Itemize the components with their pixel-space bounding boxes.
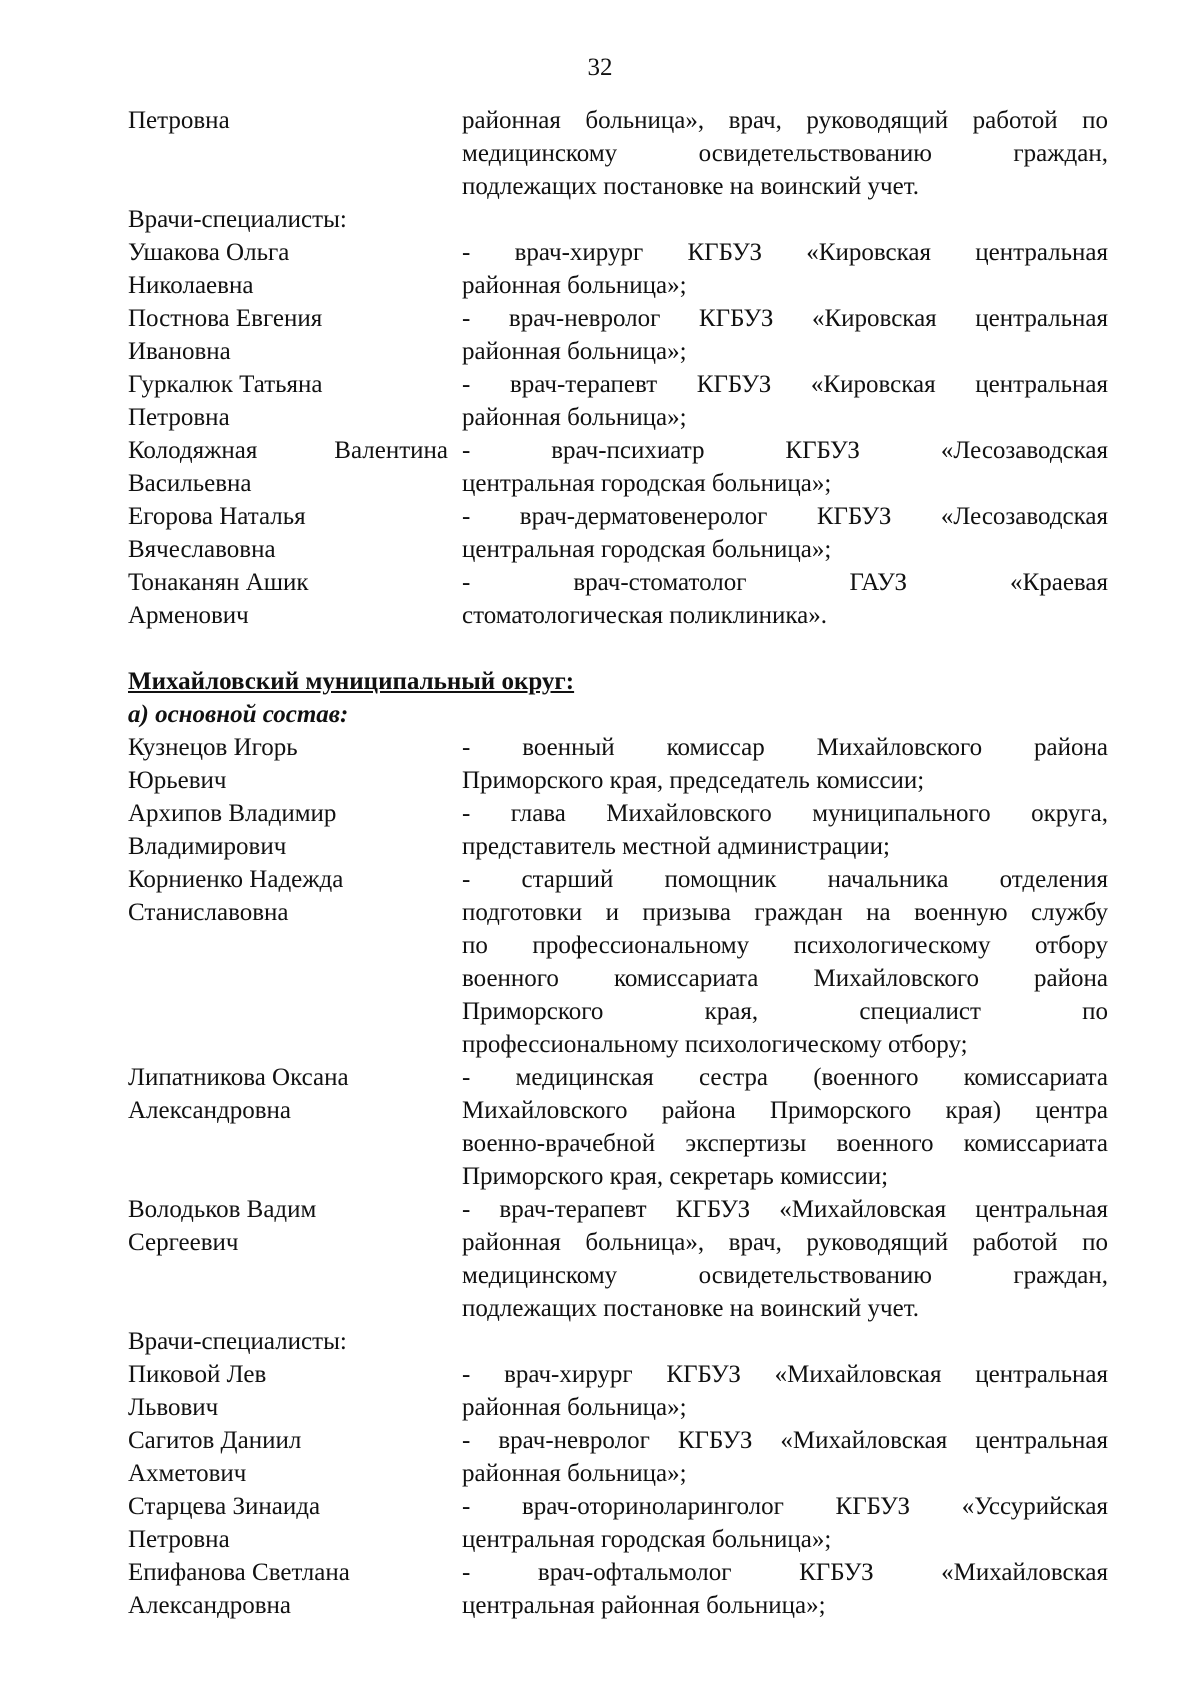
member-role-line: Приморского края, специалист по: [462, 998, 1108, 1025]
member-role-line: районная больница»;: [462, 338, 687, 365]
member-role-line: районная больница»;: [462, 404, 687, 431]
member-role-line: районная больница», врач, руководящий работой по: [462, 1229, 1108, 1256]
member-role-line: - глава Михайловского муниципального округа,: [462, 800, 1108, 827]
member-role: [462, 566, 1108, 632]
member-role: [462, 1424, 1108, 1490]
specialists-list-2: [128, 1358, 1108, 1622]
member-name-line: Корниенко Надежда: [128, 866, 344, 893]
member-entry: [128, 302, 1108, 368]
member-role-line: медицинскому освидетельствованию граждан,: [462, 1262, 1108, 1289]
member-name: [128, 566, 462, 632]
member-name-line: Архипов Владимир: [128, 800, 337, 827]
member-role: [462, 104, 1108, 203]
page-number: 32: [587, 54, 613, 81]
member-entry: [128, 1358, 1108, 1424]
member-name-line: Колодяжная Валентина: [128, 437, 448, 464]
member-name: [128, 434, 462, 500]
member-entry: [128, 500, 1108, 566]
member-role-line: военного комиссариата Михайловского района: [462, 965, 1108, 992]
member-name-line: Петровна: [128, 404, 230, 431]
member-role-line: Приморского края, секретарь комиссии;: [462, 1163, 889, 1190]
member-role: [462, 434, 1108, 500]
member-entry: [128, 797, 1108, 863]
member-role: [462, 797, 1108, 863]
member-role-line: - старший помощник начальника отделения: [462, 866, 1108, 893]
member-role-line: Михайловского района Приморского края) центра: [462, 1097, 1108, 1124]
subsection-title: а) основной состав:: [128, 701, 349, 728]
member-name-line: Сагитов Даниил: [128, 1427, 302, 1454]
member-name-line: Егорова Наталья: [128, 503, 306, 530]
member-role-line: Приморского края, председатель комиссии;: [462, 767, 925, 794]
member-role: [462, 1490, 1108, 1556]
document-body: [128, 104, 1108, 1622]
member-role-line: профессиональному психологическому отбору;: [462, 1031, 968, 1058]
member-name: [128, 1193, 462, 1325]
member-name-line: Вячеславовна: [128, 536, 276, 563]
member-role-line: центральная районная больница»;: [462, 1592, 826, 1619]
member-role-line: - врач-стоматолог ГАУЗ «Краевая: [462, 569, 1108, 596]
member-name-line: Липатникова Оксана: [128, 1064, 349, 1091]
member-entry: [128, 434, 1108, 500]
member-role: [462, 731, 1108, 797]
member-name-line: Володьков Вадим: [128, 1196, 317, 1223]
continuation-entry: [128, 104, 1108, 203]
member-entry: [128, 1061, 1108, 1193]
member-name: [128, 863, 462, 1061]
member-entry: [128, 863, 1108, 1061]
member-name-line: Петровна: [128, 107, 230, 134]
member-role: [462, 302, 1108, 368]
member-name-line: Ушакова Ольга: [128, 239, 290, 266]
member-role-line: - медицинская сестра (военного комиссариата: [462, 1064, 1108, 1091]
member-name-line: Кузнецов Игорь: [128, 734, 298, 761]
member-entry: [128, 1424, 1108, 1490]
spacer: [128, 632, 1108, 665]
member-entry: [128, 1490, 1108, 1556]
specialists-heading-2: Врачи-специалисты:: [128, 1328, 347, 1355]
member-name: [128, 236, 462, 302]
member-role: [462, 1193, 1108, 1325]
member-name: [128, 368, 462, 434]
member-name: [128, 797, 462, 863]
member-role-line: - врач-оториноларинголог КГБУЗ «Уссурийская: [462, 1493, 1108, 1520]
member-role-line: районная больница»;: [462, 1460, 687, 1487]
member-role-line: подлежащих постановке на воинский учет.: [462, 173, 920, 200]
member-role-line: - врач-дерматовенеролог КГБУЗ «Лесозаводская: [462, 503, 1108, 530]
member-role-line: районная больница», врач, руководящий работой по: [462, 107, 1108, 134]
member-role: [462, 1061, 1108, 1193]
member-role-line: - врач-терапевт КГБУЗ «Михайловская центральная: [462, 1196, 1108, 1223]
member-name-line: Старцева Зинаида: [128, 1493, 321, 1520]
member-name-line: Пиковой Лев: [128, 1361, 267, 1388]
member-name-line: Юрьевич: [128, 767, 227, 794]
member-entry: [128, 566, 1108, 632]
member-name-line: Николаевна: [128, 272, 254, 299]
specialists-list-1: [128, 236, 1108, 632]
member-name: [128, 302, 462, 368]
member-name: [128, 1556, 462, 1622]
member-role: [462, 863, 1108, 1061]
member-role-line: - врач-офтальмолог КГБУЗ «Михайловская: [462, 1559, 1108, 1586]
member-name-line: Станиславовна: [128, 899, 289, 926]
member-name-line: Владимирович: [128, 833, 287, 860]
member-entry: [128, 1193, 1108, 1325]
member-role-line: представитель местной администрации;: [462, 833, 890, 860]
member-role-line: центральная городская больница»;: [462, 1526, 832, 1553]
member-name-line: Александровна: [128, 1097, 292, 1124]
member-name-line: Александровна: [128, 1592, 292, 1619]
member-name-line: Сергеевич: [128, 1229, 239, 1256]
member-role-line: - врач-психиатр КГБУЗ «Лесозаводская: [462, 437, 1108, 464]
member-name: [128, 1424, 462, 1490]
member-role: [462, 1358, 1108, 1424]
member-name-line: Постнова Евгения: [128, 305, 323, 332]
member-name-line: Ивановна: [128, 338, 231, 365]
member-entry: [128, 731, 1108, 797]
member-role-line: подлежащих постановке на воинский учет.: [462, 1295, 920, 1322]
member-role-line: районная больница»;: [462, 1394, 687, 1421]
member-name: [128, 1358, 462, 1424]
member-role-line: центральная городская больница»;: [462, 470, 832, 497]
member-role-line: военно-врачебной экспертизы военного комиссариата: [462, 1130, 1108, 1157]
member-name-line: Тонаканян Ашик: [128, 569, 309, 596]
member-name: [128, 1490, 462, 1556]
member-role-line: подготовки и призыва граждан на военную службу: [462, 899, 1108, 926]
member-role-line: - врач-хирург КГБУЗ «Кировская центральная: [462, 239, 1108, 266]
member-role-line: районная больница»;: [462, 272, 687, 299]
member-role: [462, 500, 1108, 566]
main-members-list: [128, 731, 1108, 1325]
member-role-line: центральная городская больница»;: [462, 536, 832, 563]
member-entry: [128, 368, 1108, 434]
specialists-heading: Врачи-специалисты:: [128, 206, 347, 233]
member-role-line: - врач-невролог КГБУЗ «Михайловская центральная: [462, 1427, 1108, 1454]
member-name-line: Петровна: [128, 1526, 230, 1553]
member-role-line: - врач-хирург КГБУЗ «Михайловская центральная: [462, 1361, 1108, 1388]
section-title: Михайловский муниципальный округ:: [128, 668, 575, 695]
member-role: [462, 236, 1108, 302]
member-role-line: - военный комиссар Михайловского района: [462, 734, 1108, 761]
member-role-line: стоматологическая поликлиника».: [462, 602, 827, 629]
member-name-line: Львович: [128, 1394, 219, 1421]
member-name-line: Ахметович: [128, 1460, 247, 1487]
member-role: [462, 368, 1108, 434]
member-name-line: Епифанова Светлана: [128, 1559, 350, 1586]
member-name: [128, 1061, 462, 1193]
member-name: [128, 500, 462, 566]
member-name-line: Гуркалюк Татьяна: [128, 371, 323, 398]
member-role-line: медицинскому освидетельствованию граждан,: [462, 140, 1108, 167]
member-role-line: - врач-невролог КГБУЗ «Кировская центральная: [462, 305, 1108, 332]
member-name: [128, 104, 462, 203]
member-role-line: - врач-терапевт КГБУЗ «Кировская центральная: [462, 371, 1108, 398]
member-role-line: по профессиональному психологическому отбору: [462, 932, 1108, 959]
member-entry: [128, 1556, 1108, 1622]
member-name-line: Арменович: [128, 602, 249, 629]
member-entry: [128, 236, 1108, 302]
member-role: [462, 1556, 1108, 1622]
member-name-line: Васильевна: [128, 470, 252, 497]
member-name: [128, 731, 462, 797]
